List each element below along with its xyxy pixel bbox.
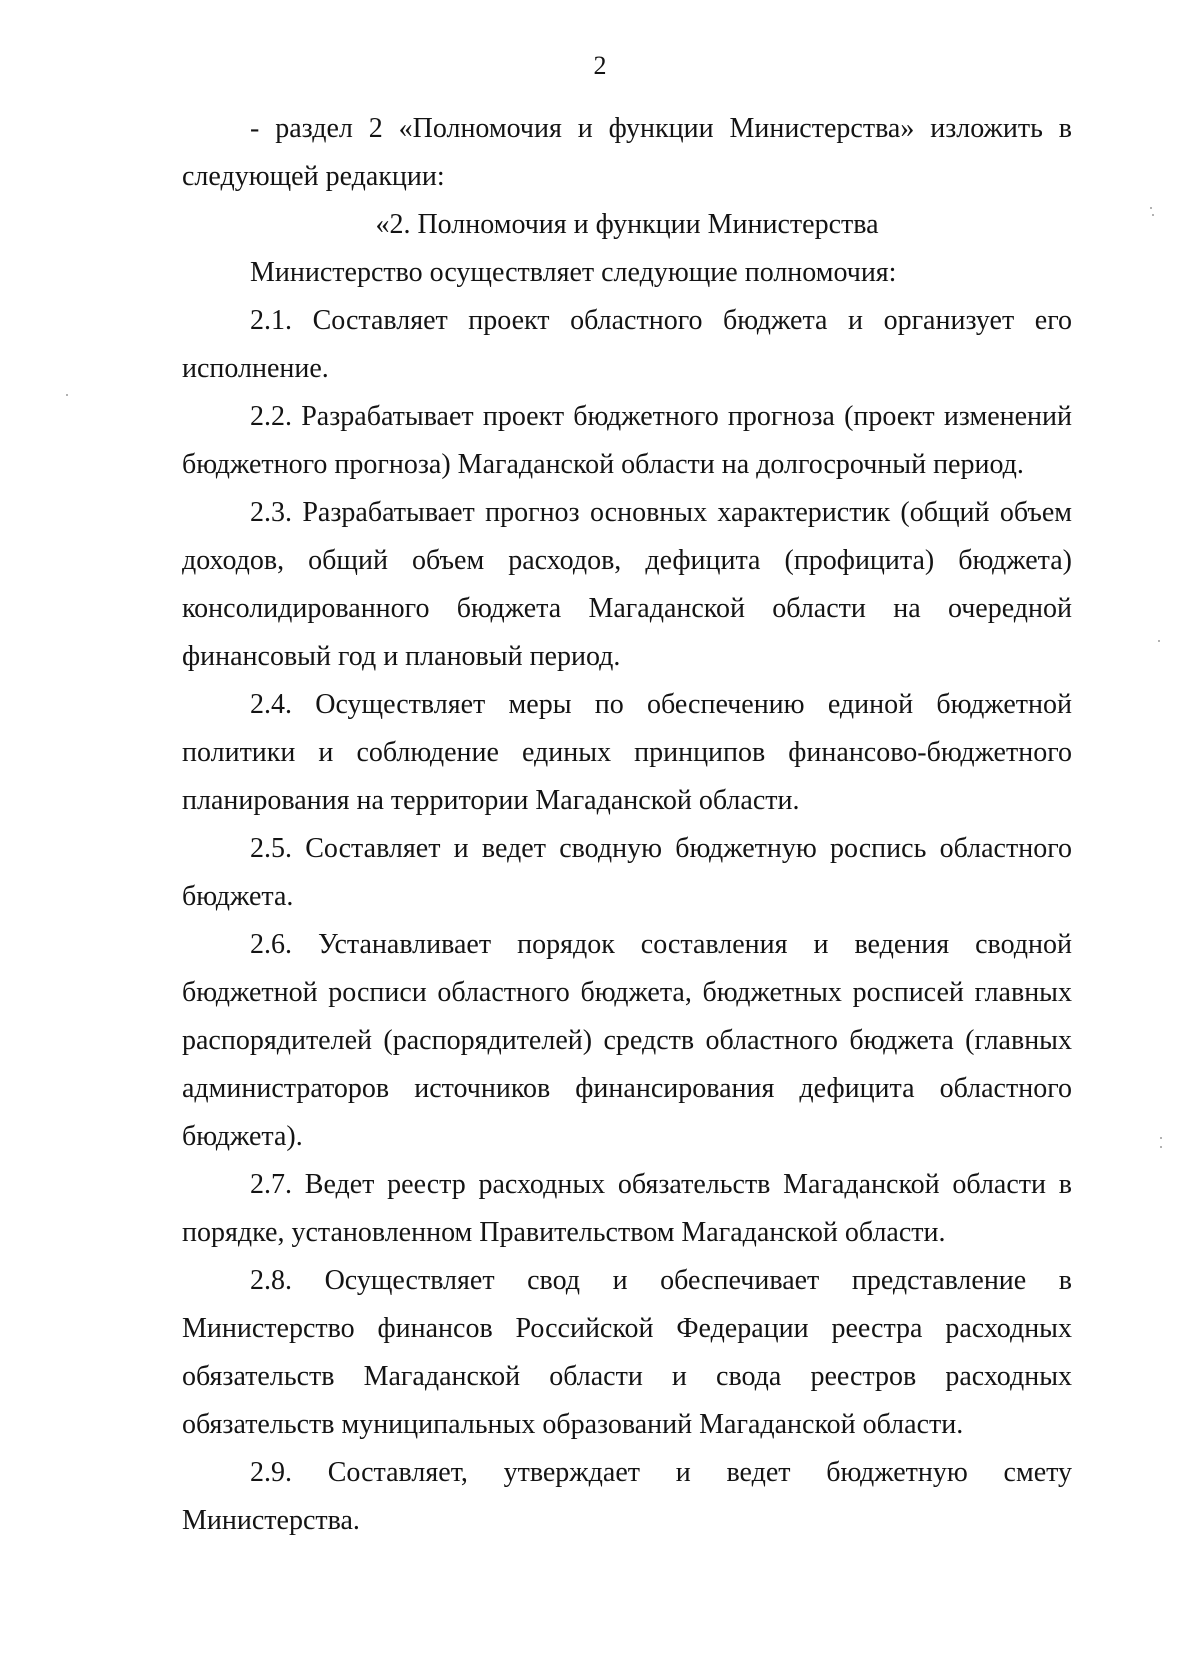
scan-speck xyxy=(1152,214,1154,216)
lead-paragraph: Министерство осуществляет следующие полномочия: xyxy=(250,257,897,288)
scan-speck xyxy=(1160,1137,1162,1139)
item-2-7: 2.7. Ведет реестр расходных обязательств Магаданской области в порядке, установленном Правительством Магаданской области. xyxy=(182,1169,1072,1248)
item-2-6: 2.6. Устанавливает порядок составления и ведения сводной бюджетной росписи областного бюджета, бюджетных росписей главных распорядителей (распорядителей) средств областного бюджета (главных администраторов источников финансирования дефицита областного бюджета). xyxy=(182,929,1072,1152)
item-2-3: 2.3. Разрабатывает прогноз основных характеристик (общий объем доходов, общий объем расходов, дефицита (профицита) бюджета) консолидированного бюджета Магаданской области на очередной финансовый год и плановый период. xyxy=(182,497,1072,672)
intro-paragraph: - раздел 2 «Полномочия и функции Министерства» изложить в следующей редакции: xyxy=(182,113,1072,192)
item-2-2: 2.2. Разрабатывает проект бюджетного прогноза (проект изменений бюджетного прогноза) Магаданской области на долгосрочный период. xyxy=(182,401,1072,480)
item-2-1: 2.1. Составляет проект областного бюджета и организует его исполнение. xyxy=(182,305,1072,384)
item-2-5: 2.5. Составляет и ведет сводную бюджетную роспись областного бюджета. xyxy=(182,833,1072,912)
page-number: 2 xyxy=(593,51,607,80)
item-2-4: 2.4. Осуществляет меры по обеспечению единой бюджетной политики и соблюдение единых принципов финансово-бюджетного планирования на территории Магаданской области. xyxy=(182,689,1072,816)
scan-speck xyxy=(66,394,68,396)
scan-speck xyxy=(1150,207,1152,209)
section-title: «2. Полномочия и функции Министерства xyxy=(375,209,879,240)
document-body xyxy=(182,105,1072,1545)
scan-speck xyxy=(1158,640,1160,642)
scan-speck xyxy=(1160,1146,1162,1148)
item-2-9: 2.9. Составляет, утверждает и ведет бюджетную смету Министерства. xyxy=(182,1457,1072,1536)
item-2-8: 2.8. Осуществляет свод и обеспечивает представление в Министерство финансов Российской Федерации реестра расходных обязательств Магаданской области и свода реестров расходных обязательств муниципальных образований Магаданской области. xyxy=(182,1265,1072,1440)
